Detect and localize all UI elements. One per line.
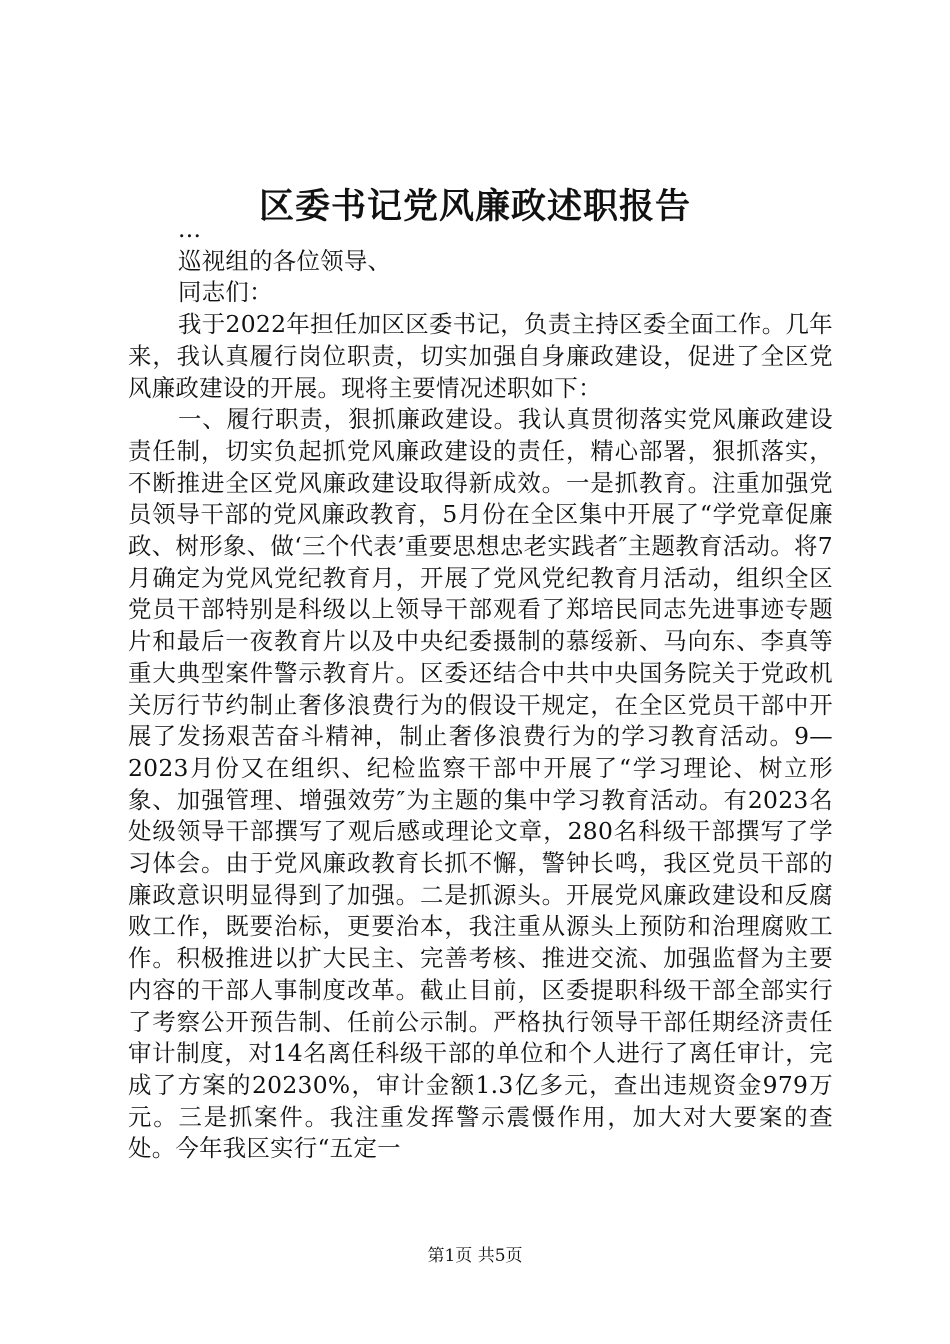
salutation-line-1: 巡视组的各位领导、 [178,246,392,275]
intro-paragraph: 我于2022年担任加区区委书记，负责主持区委全面工作。几年来，我认真履行岗位职责，切实加强自身廉政建设，促进了全区党风廉政建设的开展。现将主要情况述职如下： [128,310,833,402]
page-number-footer: 第1页 共5页 [427,1246,523,1266]
section-one-paragraph: 一、履行职责，狠抓廉政建设。我认真贯彻落实党风廉政建设责任制，切实负起抓党风廉政建设的责任，精心部署，狠抓落实，不断推进全区党风廉政建设取得新成效。一是抓教育。注重加强党员领导干部的党风廉政教育，5月份在全区集中开展了“学党章促廉政、树形象、做‘三个代表’重要思想忠老实践者″主题教育活动。将7月确定为党风党纪教育月，开展了党风党纪教育月活动，组织全区党员干部特别是科级以上领导干部观看了郑培民同志先进事迹专题片和最后一夜教育片以及中央纪委摄制的慕绥新、马向东、李真等重大典型案件警示教育片。区委还结合中共中央国务院关于党政机关厉行节约制止奢侈浪费行为的假设干规定，在全区党员干部中开展了发扬艰苦奋斗精神，制止奢侈浪费行为的学习教育活动。9—2023月份又在组织、纪检监察干部中开展了“学习理论、树立形象、加强管理、增强效劳″为主题的集中学习教育活动。有2023名处级领导干部撰写了观后感或理论文章，280名科级干部撰写了学习体会。由于党风廉政教育长抓不懈，警钟长鸣，我区党员干部的廉政意识明显得到了加强。二是抓源头。开展党风廉政建设和反腐败工作，既要治标，更要治本，我注重从源头上预防和治理腐败工作。积极推进以扩大民主、完善考核、推进交流、加强监督为主要内容的干部人事制度改革。截止目前，区委提职科级干部全部实行了考察公开预告制、任前公示制。严格执行领导干部任期经济责任审计制度，对14名离任科级干部的单位和个人进行了离任审计，完成了方案的20230%，审计金额1.3亿多元，查出违规资金979万元。三是抓案件。我注重发挥警示震慑作用，加大对大要案的查处。今年我区实行“五定一 [128,405,833,1163]
document-body [128,214,833,1165]
salutation-line-2: 同志们： [178,278,273,307]
ellipsis-line: ... [178,215,202,243]
document-title: 区委书记党风廉政述职报告 [258,186,691,227]
